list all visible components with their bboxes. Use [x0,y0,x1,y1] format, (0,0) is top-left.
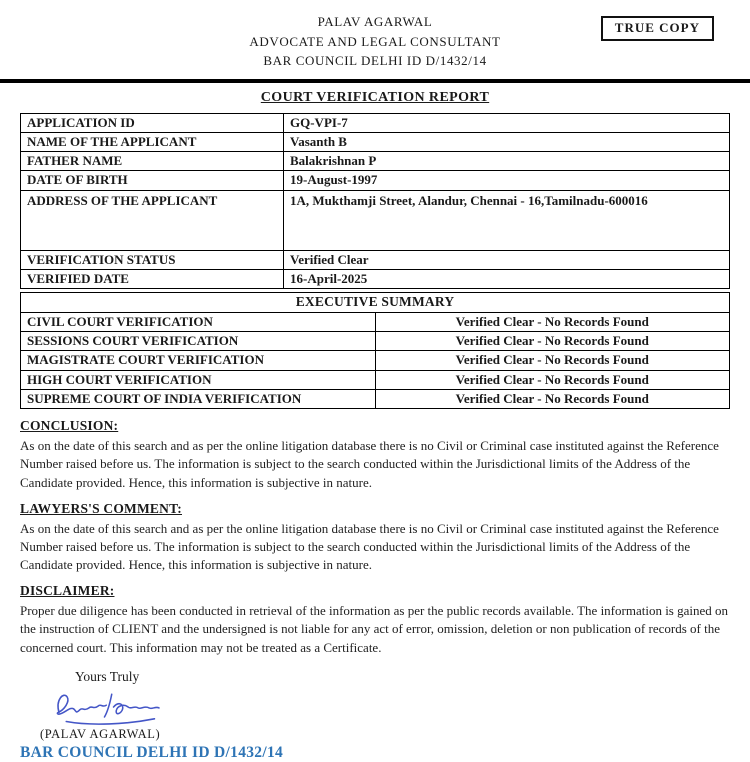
table-row [21,269,730,288]
verification-result: Verified Clear - No Records Found [375,389,730,408]
footer-bar-id: BAR COUNCIL DELHI ID D/1432/14 [20,743,284,761]
table-row [21,190,730,250]
signatory-name: (PALAV AGARWAL) [40,726,161,741]
report-title-text: COURT VERIFICATION REPORT [260,89,490,105]
section-body: As on the date of this search and as per the online litigation database there is no Civil or Criminal case instituted against the Reference Number raised before us. The information is subject to the search conducted within the Jurisdictional limits of the Address of the Candidate provided. Hence, this information is subjective in nature. [20,438,719,490]
field-label: ADDRESS OF THE APPLICANT [21,190,284,250]
section-heading: LAWYERS'S COMMENT: [20,500,182,516]
section-body: As on the date of this search and as per the online litigation database there is no Civil or Criminal case instituted against the Reference Number raised before us. The information is subject to the search conducted within the Jurisdictional limits of the Address of the Candidate provided. Hence, this information is subjective in nature. [20,520,719,573]
field-label: VERIFIED DATE [21,269,284,288]
table-row [21,152,730,171]
section-body: Proper due diligence has been conducted in retrieval of the information as per the public records available. The information is gained on the instruction of CLIENT and the undersigned is not liable for any act of error, omission, deletion or non publication of records of the concerned court. This information may not be treated as a Certificate. [20,603,729,655]
section-lawyers-comment [20,501,730,575]
section-conclusion [20,418,730,492]
table-row [21,113,730,132]
signature-scribble [44,687,174,727]
advocate-bar-id: BAR COUNCIL DELHI ID D/1432/14 [263,53,487,68]
verification-label: CIVIL COURT VERIFICATION [21,312,376,331]
field-label: APPLICATION ID [21,113,284,132]
field-label: VERIFICATION STATUS [21,250,284,269]
table-row [21,312,730,331]
table-row [21,351,730,370]
verification-result: Verified Clear - No Records Found [375,370,730,389]
header-divider [0,79,750,83]
field-value: GQ-VPI-7 [284,113,730,132]
field-label: DATE OF BIRTH [21,171,284,190]
table-row [21,389,730,408]
field-value: 16-April-2025 [284,269,730,288]
verification-label: SESSIONS COURT VERIFICATION [21,332,376,351]
table-row [21,250,730,269]
field-value: Vasanth B [284,132,730,151]
verification-label: SUPREME COURT OF INDIA VERIFICATION [21,389,376,408]
table-row [21,370,730,389]
table-row [21,132,730,151]
verification-label: HIGH COURT VERIFICATION [21,370,376,389]
advocate-name: PALAV AGARWAL [317,14,433,29]
verification-result: Verified Clear - No Records Found [375,351,730,370]
field-value: 19-August-1997 [284,171,730,190]
table-row [21,293,730,313]
verification-label: MAGISTRATE COURT VERIFICATION [21,351,376,370]
advocate-title: ADVOCATE AND LEGAL CONSULTANT [249,33,501,49]
field-value: Verified Clear [284,250,730,269]
yours-truly: Yours Truly [75,668,140,684]
section-heading: CONCLUSION: [20,418,119,434]
table-row [21,171,730,190]
report-title [20,90,730,106]
field-label: NAME OF THE APPLICANT [21,132,284,151]
true-copy-stamp: TRUE COPY [601,16,714,41]
verification-result: Verified Clear - No Records Found [375,332,730,351]
table-row [21,332,730,351]
executive-summary-title: EXECUTIVE SUMMARY [21,293,730,313]
section-disclaimer [20,583,730,657]
signature-image [44,687,730,727]
section-heading: DISCLAIMER: [20,583,115,599]
field-value: Balakrishnan P [284,152,730,171]
applicant-details-table [20,113,730,290]
verification-result: Verified Clear - No Records Found [375,312,730,331]
executive-summary-table [20,292,730,409]
field-value: 1A, Mukthamji Street, Alandur, Chennai - 16,Tamilnadu-600016 [284,190,730,250]
field-label: FATHER NAME [21,152,284,171]
